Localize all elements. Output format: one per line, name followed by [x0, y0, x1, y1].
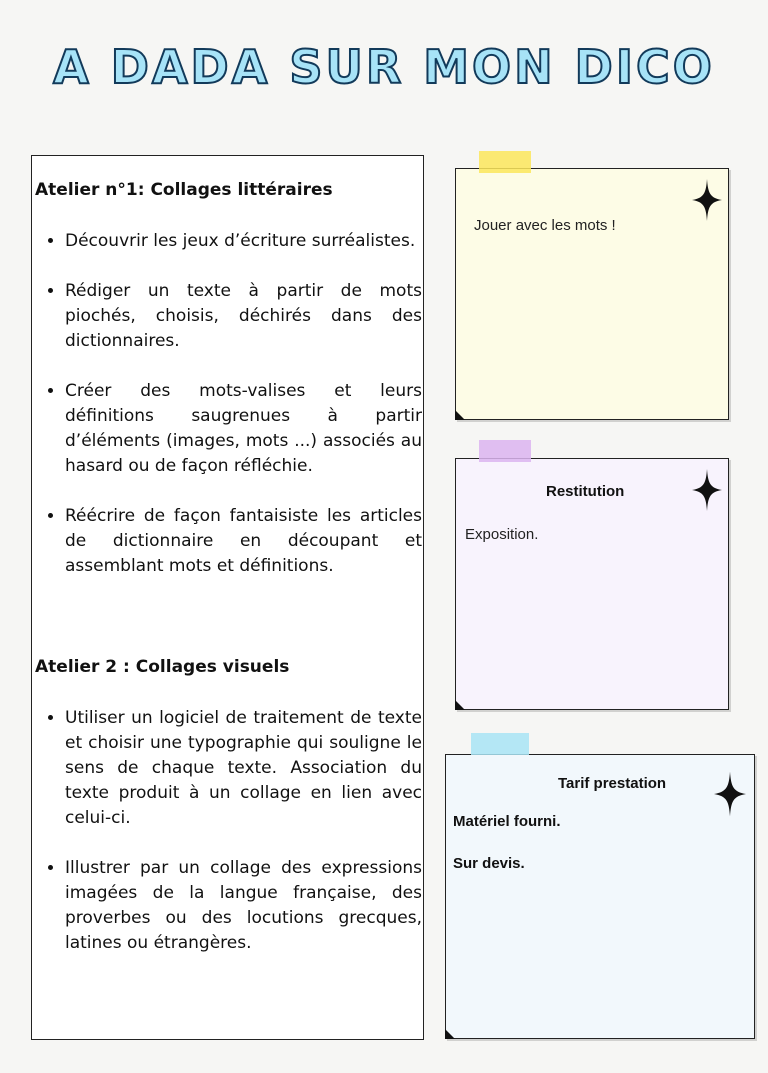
list-item: • Réécrire de façon fantaisiste les articles de dictionnaire en découpant et assemblant mots et définitions.: [65, 504, 422, 579]
sticky-note-tarif: [445, 754, 755, 1039]
sparkle-icon: [714, 771, 746, 817]
list-item: • Découvrir les jeux d’écriture surréalistes.: [65, 229, 422, 254]
tape-strip: [479, 440, 531, 462]
atelier2-heading: Atelier 2 : Collages visuels: [35, 657, 290, 677]
note-tarif-material: Matériel fourni.: [453, 813, 561, 830]
atelier2-list: [32, 706, 422, 981]
tape-strip: [479, 151, 531, 173]
page-title: A DADA SUR MON DICO: [53, 40, 715, 94]
list-item: • Utiliser un logiciel de traitement de texte et choisir une typographie qui souligne le sens de chaque texte. Association du texte produit à un collage en lien avec celui-ci.: [65, 706, 422, 831]
note-tarif-title: Tarif prestation: [558, 775, 667, 792]
atelier1-heading: Atelier n°1: Collages littéraires: [35, 180, 333, 200]
list-item: • Rédiger un texte à partir de mots piochés, choisis, déchirés dans des dictionnaires.: [65, 279, 422, 354]
sticky-note-restitution: [455, 458, 729, 710]
folded-corner-icon: [455, 700, 465, 710]
note-restitution-title: Restitution: [546, 483, 625, 500]
note-restitution-text: Exposition.: [465, 526, 539, 543]
sparkle-icon: [692, 469, 722, 511]
folded-corner-icon: [445, 1029, 455, 1039]
sparkle-icon: [692, 179, 722, 221]
tape-strip: [471, 733, 529, 755]
sticky-note-intro: [455, 168, 729, 420]
atelier1-list: [32, 229, 422, 604]
list-item: • Créer des mots-valises et leurs définitions saugrenues à partir d’éléments (images, mots ...) associés au hasard ou de façon réfléchie.: [65, 379, 422, 479]
note-tarif-quote: Sur devis.: [453, 855, 525, 872]
list-item: • Illustrer par un collage des expressions imagées de la langue française, des proverbes ou des locutions grecques, latines ou étrangères.: [65, 856, 422, 956]
folded-corner-icon: [455, 410, 465, 420]
workshops-panel: [31, 155, 424, 1040]
note-intro-text: Jouer avec les mots !: [474, 217, 616, 234]
